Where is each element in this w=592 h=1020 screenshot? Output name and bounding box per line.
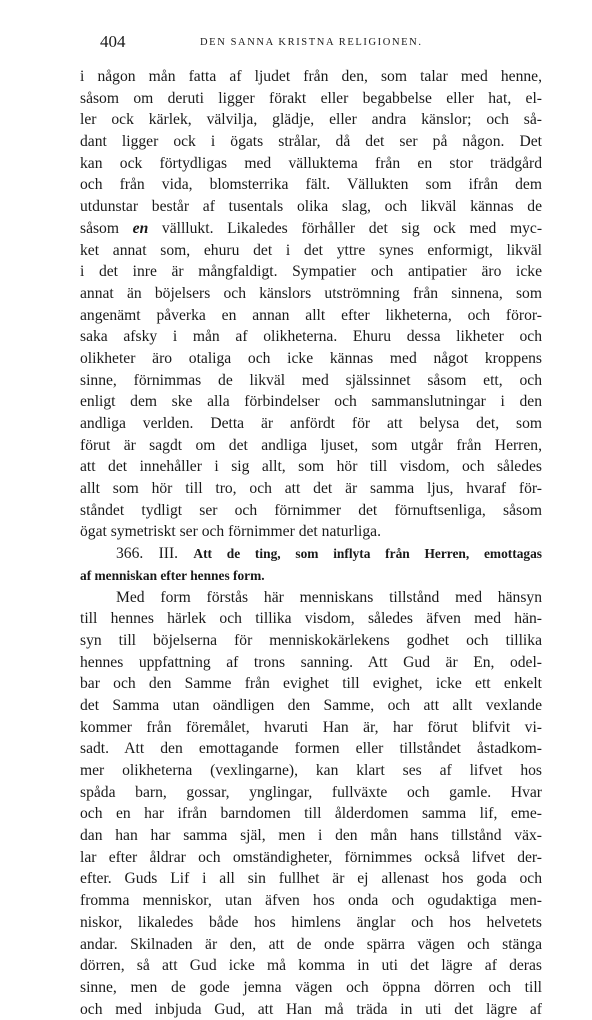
text-line: dan han har samma själ, men i den mån hans tillstånd väx- [80,827,542,845]
text-line: ståndet tydligt ser och förnimmer det förnuftsenliga, såsom [80,501,542,519]
text-line: efter. Guds Lif i all sin fullhet är ej allenast hos goda och [80,870,542,888]
page-header [80,32,542,56]
text-line: Med form förstås här menniskans tillstånd med hänsyn [116,588,542,606]
text-line: dant ligger ock i ögats strålar, då det ser på någon. Det [80,133,542,151]
text-line: ket annat som, ehuru det i det yttre synes enformigt, likväl [80,241,542,259]
text-line: till hennes härlek och tillika visdom, således äfven med hän- [80,610,542,628]
text-fragment: såsom [80,219,119,237]
text-line: niskor, likaledes både hos himlens änglar och hos helvetets [80,913,542,931]
text-line: dörren, så att Gud icke må komma in uti det lägre af deras [80,957,542,975]
body-text [80,66,542,1020]
text-line: fromma menniskor, utan äfven hos onda och ogudaktiga men- [80,892,542,910]
text-line: andliga verlden. Detta är anfördt för att belysa det, som [80,415,542,432]
text-line: sadt. Att den emottagande formen eller tillståndet åstadkom- [80,740,542,758]
text-line: saka afsky i mån af olikheterna. Ehuru dessa likheter och [80,328,542,346]
text-line: syn till böjelserna för menniskokärlekens godhet och tillika [80,631,542,649]
text-line: ögat symetriskt ser och förnimmer det naturliga. [80,523,381,541]
text-line: andar. Skilnaden är den, att de onde spärra vägen och stänga [80,935,542,953]
text-line: sinne, förnimmas de likväl med själssinnet såsom ett, och [80,371,542,389]
section-heading-cont [80,565,542,587]
running-head: DEN SANNA KRISTNA RELIGIONEN. [200,37,423,48]
text-line: enligt dem ske alla förbindelser och sammanslutningar i den [80,393,542,411]
text-line: spåda barn, gossar, ynglingar, fullväxte och gamle. Hvar [80,783,542,801]
section-number: 366. III. [116,545,179,563]
text-line: och från vida, blomsterrika fält. Vällukten som ifrån dem [80,176,542,194]
text-line: det Samma utan oändligen den Samme, och att allt vexlande [80,696,542,714]
text-line: förut är sagdt om det andliga ljuset, som utgår från Herren, [80,436,542,454]
text-fragment: välllukt. Likaledes förhåller det sig ock med myc- [161,219,543,237]
text-line: angenämt påverka en annan allt efter likheterna, och föror- [80,306,542,324]
text-line: kan ock förtydligas med välluktema från en stor trädgård [80,154,542,172]
text-line: utdunstar består af tusentals olika slag, och likväl kännas de [80,198,542,216]
text-line: såsom om deruti ligger förakt eller begabbelse eller hat, el- [80,89,542,107]
section-title-cont: af menniskan efter hennes form. [80,567,265,583]
page-number: 404 [100,32,126,51]
text-line: allt som hör till tro, och att det är samma ljus, hvaraf för- [80,480,542,498]
text-line: mer olikheterna (vexlingarne), kan klart ses af lifvet hos [80,762,542,779]
section-title: Att de ting, som inflyta från Herren, emottagas [193,546,542,562]
text-line: bar och den Samme från evighet till evighet, icke ett enkelt [80,675,542,693]
text-line: kommer från föremålet, hvaruti Han är, har förut blifvit vi- [80,718,542,736]
section-heading [80,543,542,565]
text-line: och en har ifrån barndomen till ålderdomen samma lif, eme- [80,805,542,823]
text-line: sinne, men de gode jemna vägen och öppna dörren och till [80,978,542,996]
emphasized-word: en [132,219,149,237]
text-line: och med inbjuda Gud, att Han må träda in uti det lägre af [80,1000,542,1018]
text-line: i någon mån fatta af ljudet från den, som talar med henne, [80,68,542,85]
text-line: att det innehåller i sig allt, som hör till visdom, och således [80,458,542,476]
text-line: hennes uppfattning af trons sanning. Att Gud är En, odel- [80,653,542,671]
text-line: annat än böjelsers och känslors utströmning från sinnena, som [80,284,542,302]
text-line: ler ock kärlek, välvilja, glädje, eller andra känslor; och så- [80,111,542,129]
text-line: i det inre är mångfaldigt. Sympatier och antipatier äro icke [80,263,542,281]
text-line: olikheter äro otaliga och icke kännas med något kroppens [80,349,542,367]
text-line: lar efter åldrar och omständigheter, förnimmes också lifvet der- [80,848,542,866]
text-line [80,218,542,240]
